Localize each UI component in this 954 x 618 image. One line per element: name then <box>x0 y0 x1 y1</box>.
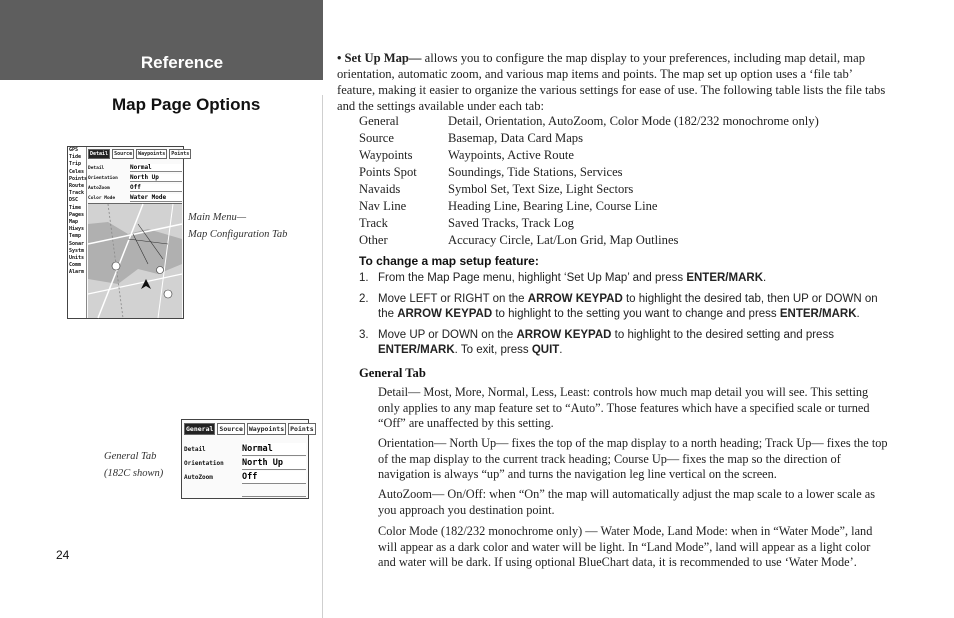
menu-item: Points <box>69 175 88 182</box>
step-text-part: From the Map Page menu, highlight ‘Set Up Map’ and press <box>378 272 687 284</box>
menu-item: DSC <box>69 197 79 204</box>
screen-tab: General <box>186 425 214 433</box>
screen-setting-row <box>184 442 306 456</box>
general-tab-heading: General Tab <box>359 366 426 380</box>
screen-setting-label: Detail <box>184 445 206 453</box>
key-name: ENTER/MARK <box>779 308 857 320</box>
menu-item: GPS <box>69 147 79 153</box>
settings-tab-name: Other <box>359 233 388 247</box>
screen-tab: Source <box>114 151 133 157</box>
settings-list: Soundings, Tide Stations, Services <box>448 165 623 179</box>
step-text-part: to highlight to the setting you want to change and press <box>492 308 780 320</box>
map-preview <box>88 203 182 318</box>
settings-tab-name: Nav Line <box>359 199 407 213</box>
step-text-part: Move LEFT or RIGHT on the <box>378 293 528 305</box>
settings-tab-name: General <box>359 114 399 128</box>
menu-item: Time <box>69 204 82 211</box>
settings-list: Detail, Orientation, AutoZoom, Color Mode (182/232 monochrome only) <box>448 114 819 128</box>
screen-tab: Waypoints <box>138 151 166 157</box>
step-text-part: . To exit, press <box>454 344 532 356</box>
menu-item: Pages <box>69 211 85 218</box>
menu-item: Track <box>69 190 85 197</box>
menu-item: Trip <box>69 161 82 168</box>
settings-table-row <box>359 181 889 198</box>
screen-setting-label: Orientation <box>88 175 118 181</box>
menu-item: Celes <box>69 168 85 175</box>
screen-tab-strip <box>88 149 191 159</box>
screen-setting-value: Off <box>242 471 306 484</box>
step-number: 1. <box>359 272 369 284</box>
settings-tab-name: Source <box>359 131 394 145</box>
settings-table-row <box>359 232 889 249</box>
general-tab-screen-figure <box>181 419 314 499</box>
screen-setting-row <box>184 456 306 470</box>
menu-item: Comm <box>69 262 82 269</box>
step-text-part: . <box>559 344 563 356</box>
key-name: ARROW KEYPAD <box>516 329 612 341</box>
menu-item: Alarm <box>69 269 85 276</box>
settings-list: Accuracy Circle, Lat/Lon Grid, Map Outlines <box>448 233 679 247</box>
settings-tab-name: Waypoints <box>359 148 413 162</box>
step-text <box>378 271 889 286</box>
figure1-caption <box>188 209 287 243</box>
key-name: QUIT <box>531 344 560 356</box>
key-name: ENTER/MARK <box>378 344 455 356</box>
screen-setting-row <box>88 173 182 183</box>
screen-setting-label: Orientation <box>184 459 224 467</box>
settings-table-row <box>359 215 889 232</box>
step-text-part: to highlight to the desired setting and press <box>611 329 834 341</box>
screen-tab: Source <box>219 425 243 433</box>
screen-tab: Detail <box>90 151 109 157</box>
screen-tab: Waypoints <box>248 425 285 433</box>
screen-setting-label: Detail <box>88 165 105 171</box>
tab-settings-table <box>359 113 889 249</box>
screen-tab-strip <box>184 423 316 435</box>
screen-setting-value: Off <box>130 184 182 192</box>
settings-list: Symbol Set, Text Size, Light Sectors <box>448 182 634 196</box>
menu-item: Temp <box>69 233 82 240</box>
screen-setting-row <box>88 183 182 193</box>
settings-tab-name: Navaids <box>359 182 401 196</box>
screen-settings-list <box>184 442 306 497</box>
main-menu-list <box>68 147 87 318</box>
screen-empty-row <box>242 484 306 497</box>
intro-lead: • Set Up Map— <box>337 51 422 65</box>
page-title: Map Page Options <box>112 95 261 114</box>
settings-tab-name: Track <box>359 216 388 230</box>
step-text-part: to highlight the desired tab, then UP or DOWN on the <box>378 293 878 320</box>
settings-list: Basemap, Data Card Maps <box>448 131 583 145</box>
settings-table-row <box>359 147 889 164</box>
figure2-caption <box>104 448 163 482</box>
screen-setting-row <box>88 193 182 203</box>
menu-item: Hiwys <box>69 226 85 233</box>
settings-table-row <box>359 164 889 181</box>
menu-item: Systm <box>69 247 85 254</box>
settings-table-row <box>359 130 889 147</box>
key-name: ENTER/MARK <box>686 272 763 284</box>
screen-setting-label: Color Mode <box>88 195 116 201</box>
screen-setting-row <box>184 470 306 484</box>
figure2-caption-line1: General Tab <box>104 451 157 462</box>
menu-item: Map <box>69 219 79 226</box>
howto-step <box>359 328 889 358</box>
figure1-caption-line1: Main Menu— <box>188 212 247 223</box>
screen-tab: Points <box>171 151 190 157</box>
detail-description: Detail— Most, More, Normal, Less, Least: controls how much map detail you will see. This setting only applies to any map feature set to “Auto”. Those features which have a specified scale or turned “Off” are unaffected by this setting. <box>378 385 870 431</box>
step-number: 2. <box>359 293 369 305</box>
screen-setting-value: North Up <box>242 457 306 470</box>
page-number: 24 <box>56 548 70 562</box>
screen-tab: Points <box>290 425 314 433</box>
step-text-part: . <box>763 272 767 284</box>
column-divider <box>322 95 323 618</box>
howto-step <box>359 292 889 322</box>
step-number: 3. <box>359 329 369 341</box>
screen-setting-value: Normal <box>130 164 182 172</box>
figure2-caption-line2: (182C shown) <box>104 468 164 479</box>
screen-setting-value: Normal <box>242 443 306 456</box>
settings-table-row <box>359 113 889 130</box>
settings-table-row <box>359 198 889 215</box>
settings-tab-name: Points Spot <box>359 165 417 179</box>
menu-item: Tide <box>69 154 82 161</box>
settings-list: Heading Line, Bearing Line, Course Line <box>448 199 658 213</box>
screen-setting-value: Water Mode <box>130 194 182 202</box>
step-text <box>378 328 889 358</box>
map-config-screen-figure <box>67 146 190 319</box>
settings-list: Saved Tracks, Track Log <box>448 216 574 230</box>
map-preview-graphic <box>88 204 182 318</box>
howto-step <box>359 271 889 286</box>
key-name: ARROW KEYPAD <box>527 293 623 305</box>
key-name: ARROW KEYPAD <box>397 308 493 320</box>
set-up-map-intro <box>337 50 887 114</box>
intro-text: allows you to configure the map display to your preferences, including map detail, map orientation, automatic zoom, and various map items and points. The map set up option uses a ‘file tab’ feature, making it easier to organize the various settings for ease of use. The following table lists the file tabs and the settings available under each tab: <box>337 51 886 113</box>
step-text <box>378 292 889 322</box>
section-title: Reference <box>140 53 224 72</box>
settings-list: Waypoints, Active Route <box>448 148 574 162</box>
step-text-part: Move UP or DOWN on the <box>378 329 517 341</box>
orientation-description: Orientation— North Up— fixes the top of the map display to a north heading; Track Up— fixes the top of the map display to the current track heading; Course Up— fixes the map so the direction of navigation is always “up” and turns the navigation leg line vertical on the screen. <box>378 436 888 482</box>
screen-setting-value: North Up <box>130 174 182 182</box>
screen-setting-label: AutoZoom <box>184 473 213 481</box>
screen-settings-list <box>88 163 182 203</box>
howto-title: To change a map setup feature: <box>359 254 539 268</box>
howto-steps <box>359 271 889 364</box>
screen-setting-label: AutoZoom <box>88 185 110 191</box>
step-text-part: . <box>856 308 860 320</box>
menu-item: Sonar <box>69 240 85 247</box>
menu-item: Route <box>69 183 85 190</box>
figure1-caption-line2: Map Configuration Tab <box>188 229 288 240</box>
color-mode-description: Color Mode (182/232 monochrome only) — Water Mode, Land Mode: when in “Water Mode”, land will appear as a dark color and water will be light. In “Land Mode”, land will appear as a light color and water will be dark. If using optional BlueChart data, it is recommended to use ‘Water Mode’. <box>378 524 873 570</box>
autozoom-description: AutoZoom— On/Off: when “On” the map will automatically adjust the map scale to a lower scale as you approach you destination point. <box>378 487 875 517</box>
menu-item: Units <box>69 255 85 262</box>
screen-setting-row <box>88 163 182 173</box>
